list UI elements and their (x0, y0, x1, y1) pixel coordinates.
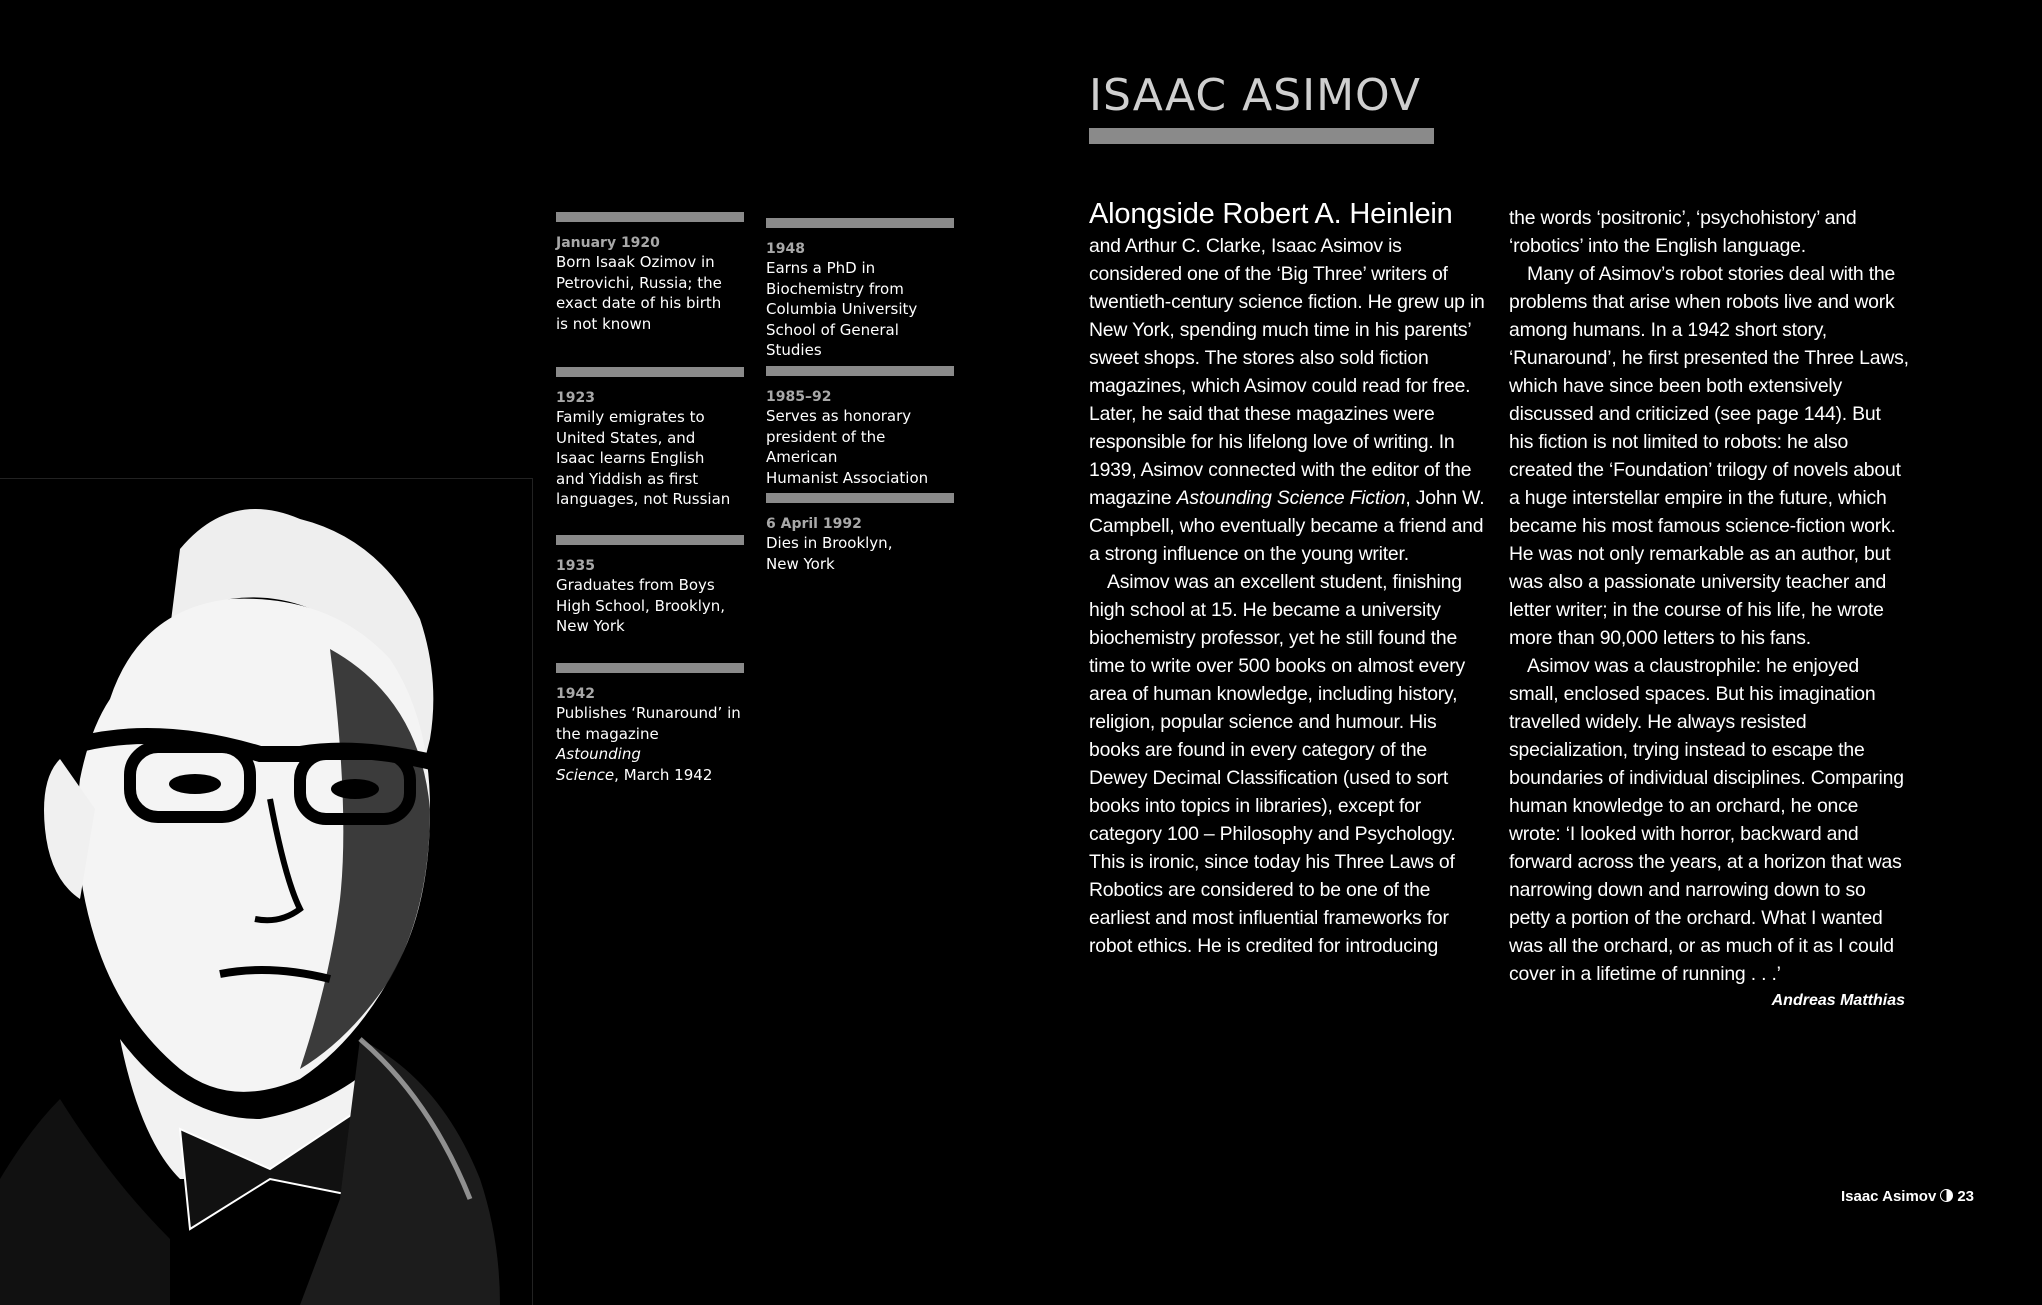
timeline-entry (556, 663, 744, 785)
magazine-title: Astounding Science Fiction (1176, 487, 1406, 509)
half-circle-icon (1940, 1189, 1953, 1202)
timeline-line: president of the American (766, 427, 886, 466)
timeline-bar (766, 366, 954, 376)
timeline-date: 1935 (556, 558, 595, 574)
timeline-line: School of General Studies (766, 320, 899, 359)
timeline-line: is not known (556, 314, 652, 333)
timeline-line: High School, Brooklyn, (556, 596, 726, 615)
timeline-bar (766, 218, 954, 228)
timeline-line: exact date of his birth (556, 294, 722, 312)
title-underline-bar (1089, 128, 1434, 144)
page-number: 23 (1957, 1188, 1974, 1205)
timeline-bar (556, 212, 744, 222)
article-paragraph-continued: the words ‘positronic’, ‘psychohistory’ and ‘robotics’ into the English language. (1509, 207, 1857, 257)
page-title: ISAAC ASIMOV (1089, 70, 1422, 121)
timeline-line-italic: Science (556, 765, 615, 784)
timeline-text (766, 533, 954, 574)
article-text: , John W. Campbell, who eventually became a friend and a strong influence on the young writer. (1089, 487, 1485, 565)
author-signature: Andreas Matthias (1771, 992, 1905, 1009)
timeline-line: Born Isaak Ozimov in (556, 253, 715, 271)
timeline-line: Earns a PhD in (766, 259, 876, 277)
timeline-text (556, 252, 744, 334)
timeline-entry (556, 535, 744, 637)
timeline-line: Dies in Brooklyn, (766, 534, 893, 552)
timeline-line: Publishes ‘Runaround’ in (556, 704, 741, 722)
timeline-date: 1923 (556, 390, 595, 406)
timeline-line: Petrovichi, Russia; the (556, 273, 722, 292)
timeline-line: Isaac learns English (556, 449, 705, 467)
article-paragraph: Many of Asimov’s robot stories deal with the problems that arise when robots live and work among humans. In a 1942 short story, ‘Runaround’, he first presented the Three Laws, which have since been both extensively discussed and criticized (see page 144). But his fiction is not limited to robots: he also created the ‘Foundation’ trilogy of novels about a huge interstellar empire in the future, which became his most famous science-fiction work. He was not only remarkable as an author, but was also a passionate university teacher and letter writer; in the course of his life, he wrote more than 90,000 letters to his fans. (1509, 263, 1909, 649)
article-lead: Alongside Robert A. Heinlein (1089, 198, 1453, 230)
timeline-line: Columbia University (766, 300, 918, 318)
article-column-2 (1509, 204, 1909, 988)
article-paragraph: Asimov was an excellent student, finishing high school at 15. He became a university biochemistry professor, yet he still found the time to write over 500 books on almost every area of human knowledge, including history, religion, popular science and humour. His books are found in every category of the Dewey Decimal Classification (used to sort books into topics in libraries), except for category 100 – Philosophy and Psychology. This is ironic, since today his Three Laws of Robotics are considered to be one of the earliest and most influential frameworks for robot ethics. He is credited for introducing (1089, 571, 1465, 957)
timeline-entry (766, 366, 954, 488)
timeline-line: Serves as honorary (766, 407, 912, 425)
timeline-entry (766, 218, 954, 361)
timeline-text (556, 703, 744, 785)
timeline-entry (556, 367, 744, 510)
portrait-illustration (0, 479, 532, 1305)
timeline-date: January 1920 (556, 235, 660, 251)
timeline-bar (556, 535, 744, 545)
timeline-line: Biochemistry from (766, 279, 904, 298)
timeline-line-italic: Astounding (556, 745, 641, 763)
article-column-1 (1089, 196, 1489, 960)
timeline-date: 1948 (766, 241, 805, 257)
timeline-text (766, 406, 954, 488)
timeline-line: United States, and (556, 428, 696, 447)
article-paragraph: Asimov was a claustrophile: he enjoyed small, enclosed spaces. But his imagination travelled widely. He always resisted specialization, trying instead to escape the boundaries of individual disciplines. Comparing human knowledge to an orchard, he once wrote: ‘I looked with horror, backward and forward across the years, at a horizon that was narrowing down and narrowing down to so petty a portion of the orchard. What I wanted was all the orchard, or as much of it as I could cover in a lifetime of running . . .’ (1509, 655, 1904, 985)
timeline-date: 6 April 1992 (766, 516, 862, 532)
timeline-text (556, 575, 744, 637)
timeline-bar (766, 493, 954, 503)
timeline-line: the magazine (556, 724, 659, 743)
page-footer (1841, 1188, 1974, 1205)
timeline-date: 1985–92 (766, 389, 832, 405)
timeline-text (766, 258, 954, 361)
timeline-line: and Yiddish as first (556, 469, 699, 488)
timeline-line: Humanist Association (766, 468, 929, 487)
timeline-entry (766, 493, 954, 574)
article-text: and Arthur C. Clarke, Isaac Asimov is considered one of the ‘Big Three’ writers of twentieth-century science fiction. He grew up in New York, spending much time in his parents’ sweet shops. The stores also sold fiction magazines, which Asimov could read for free. Later, he said that these magazines were responsible for his lifelong love of writing. In 1939, Asimov connected with the editor of the magazine (1089, 235, 1485, 509)
timeline-entry (556, 212, 744, 334)
timeline-line: New York (556, 617, 625, 635)
timeline-line: Graduates from Boys (556, 576, 715, 594)
timeline-line: Family emigrates to (556, 408, 705, 426)
timeline-line: languages, not Russian (556, 490, 731, 508)
article-paragraph (1089, 232, 1489, 568)
timeline-line: New York (766, 554, 835, 573)
timeline-bar (556, 663, 744, 673)
portrait-photo (0, 478, 533, 1305)
timeline-date: 1942 (556, 686, 595, 702)
timeline-text (556, 407, 744, 510)
timeline-line: , March 1942 (614, 765, 713, 784)
running-head: Isaac Asimov (1840, 1188, 1937, 1205)
timeline-bar (556, 367, 744, 377)
